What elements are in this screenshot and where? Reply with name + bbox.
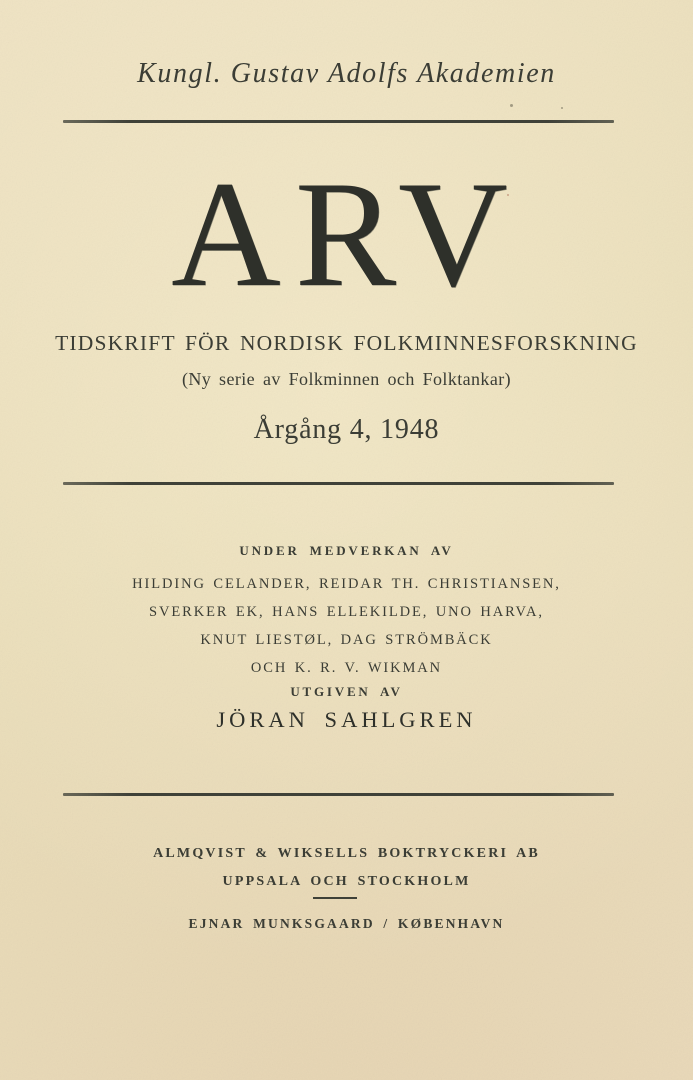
contributors-heading: UNDER MEDVERKAN AV (239, 543, 454, 558)
contributor-line: HILDING CELANDER, REIDAR TH. CHRISTIANSEN, (132, 576, 561, 592)
editor-heading: UTGIVEN AV (290, 684, 403, 699)
publisher-line: EJNAR MUNKSGAARD / KØBENHAVN (188, 916, 505, 931)
horizontal-rule-top (63, 120, 614, 123)
journal-subtitle: TIDSKRIFT FÖR NORDISK FOLKMINNESFORSKNING (55, 331, 638, 355)
series-note: (Ny serie av Folkminnen och Folktankar) (181, 369, 512, 389)
horizontal-rule-middle (63, 482, 614, 485)
contributor-line: KNUT LIESTØL, DAG STRÖMBÄCK (200, 632, 493, 648)
journal-title: ARV (171, 150, 522, 318)
printer-name: ALMQVIST & WIKSELLS BOKTRYCKERI AB (153, 846, 540, 861)
academy-name: Kungl. Gustav Adolfs Akademien (137, 58, 556, 89)
contributor-line: OCH K. R. V. WIKMAN (250, 660, 443, 676)
volume-year: Årgång 4, 1948 (253, 414, 440, 445)
editor-name: JÖRAN SAHLGREN (216, 707, 477, 732)
horizontal-rule-bottom (63, 793, 614, 796)
contributor-line: SVERKER EK, HANS ELLEKILDE, UNO HARVA, (149, 604, 544, 620)
contributors-list (0, 570, 693, 682)
short-divider-rule (313, 897, 357, 899)
printer-location: UPPSALA OCH STOCKHOLM (222, 874, 471, 889)
